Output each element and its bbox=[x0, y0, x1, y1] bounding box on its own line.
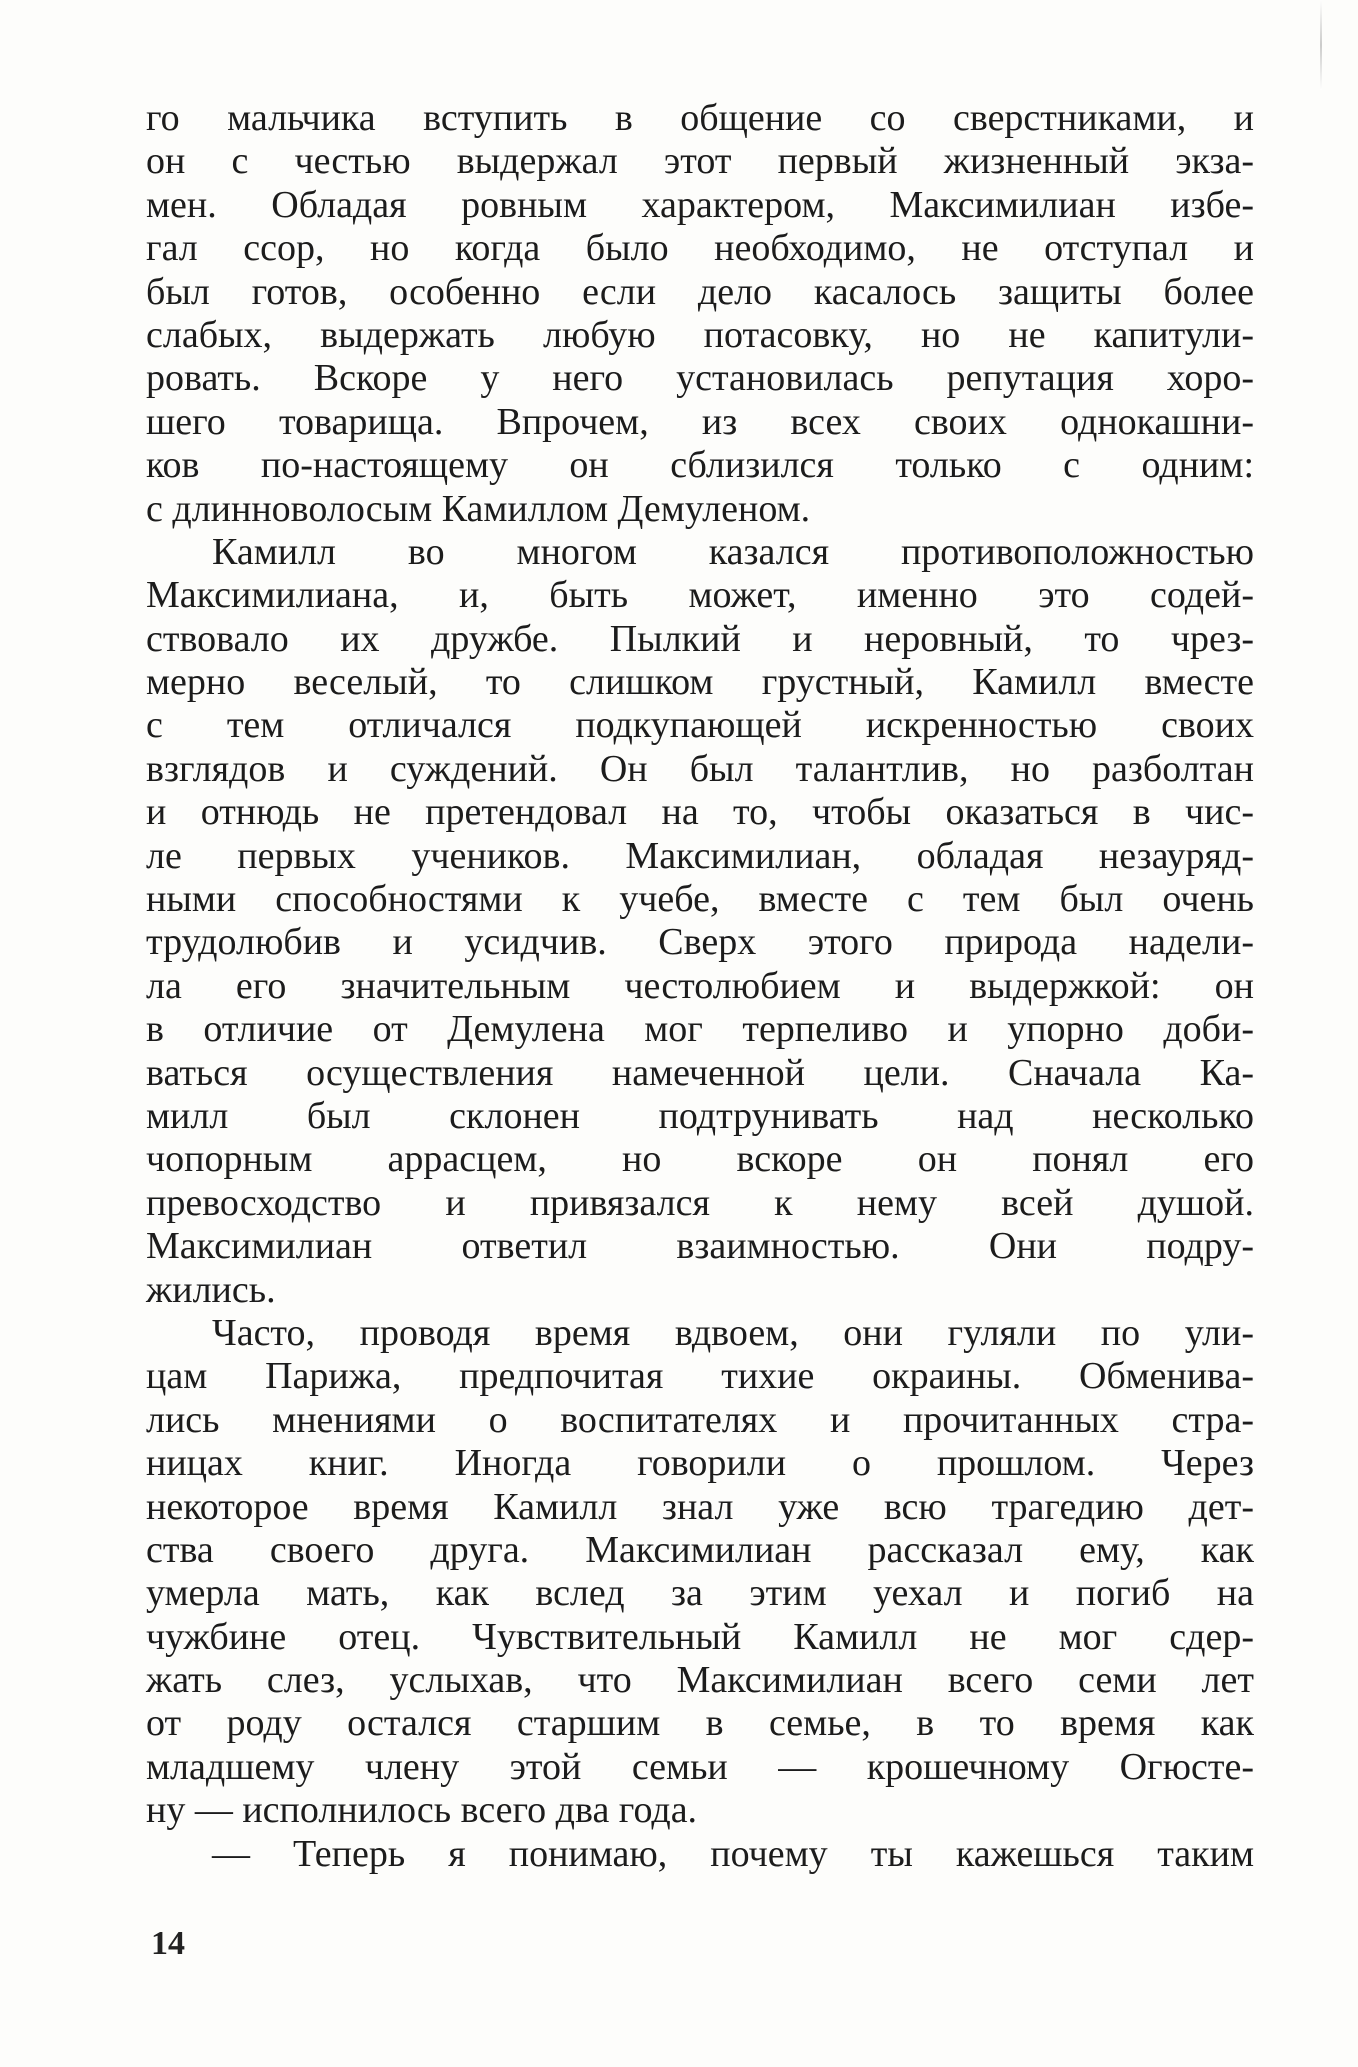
text-line: жать слез, услыхав, что Максимилиан всего семи лет bbox=[146, 1659, 1254, 1702]
page-body-text bbox=[146, 97, 1254, 1876]
text-line: го мальчика вступить в общение со сверстниками, и bbox=[146, 97, 1254, 139]
text-line: жились. bbox=[146, 1268, 276, 1311]
text-line: мен. Обладая ровным характером, Максимилиан избе- bbox=[146, 183, 1254, 226]
text-line: младшему члену этой семьи — крошечному Огюсте- bbox=[146, 1745, 1254, 1788]
text-line: был готов, особенно если дело касалось защиты более bbox=[146, 270, 1254, 313]
text-line: ну — исполнилось всего два года. bbox=[146, 1789, 698, 1832]
text-line: — Теперь я понимаю, почему ты кажешься таким bbox=[212, 1832, 1254, 1875]
text-line: ровать. Вскоре у него установилась репутация хоро- bbox=[146, 357, 1254, 400]
text-line: Максимилиана, и, быть может, именно это содей- bbox=[146, 574, 1254, 617]
text-line: шего товарища. Впрочем, из всех своих однокашни- bbox=[146, 400, 1254, 443]
page-number: 14 bbox=[151, 1925, 185, 1962]
text-line: ваться осуществления намеченной цели. Сначала Ка- bbox=[146, 1051, 1254, 1094]
text-line: некоторое время Камилл знал уже всю трагедию дет- bbox=[146, 1485, 1254, 1528]
text-line: умерла мать, как вслед за этим уехал и погиб на bbox=[146, 1572, 1254, 1615]
text-line: взглядов и суждений. Он был талантлив, но разболтан bbox=[146, 747, 1254, 790]
text-line: ле первых учеников. Максимилиан, обладая незауряд- bbox=[146, 834, 1254, 877]
text-line: в отличие от Демулена мог терпеливо и упорно доби- bbox=[146, 1008, 1254, 1051]
text-line: ков по-настоящему он сблизился только с одним: bbox=[146, 444, 1254, 487]
text-line: ства своего друга. Максимилиан рассказал ему, как bbox=[146, 1528, 1254, 1571]
text-line: ницах книг. Иногда говорили о прошлом. Через bbox=[146, 1442, 1254, 1485]
text-line: ла его значительным честолюбием и выдержкой: он bbox=[146, 964, 1254, 1007]
text-line: и отнюдь не претендовал на то, чтобы оказаться в чис- bbox=[146, 791, 1254, 834]
text-line: трудолюбив и усидчив. Сверх этого природа надели- bbox=[146, 921, 1254, 964]
text-line: Часто, проводя время вдвоем, они гуляли по ули- bbox=[212, 1311, 1254, 1354]
text-line: цам Парижа, предпочитая тихие окраины. Обменива- bbox=[146, 1355, 1254, 1398]
text-line: чужбине отец. Чувствительный Камилл не мог сдер- bbox=[146, 1615, 1254, 1658]
text-line: он с честью выдержал этот первый жизненный экза- bbox=[146, 140, 1254, 183]
text-line: ными способностями к учебе, вместе с тем был очень bbox=[146, 878, 1254, 921]
text-line: лись мнениями о воспитателях и прочитанных стра- bbox=[146, 1398, 1254, 1441]
text-line: Камилл во многом казался противоположностью bbox=[212, 530, 1254, 573]
text-line: гал ссор, но когда было необходимо, не отступал и bbox=[146, 227, 1254, 270]
text-line: превосходство и привязался к нему всей душой. bbox=[146, 1181, 1254, 1224]
text-line: чопорным аррасцем, но вскоре он понял его bbox=[146, 1138, 1254, 1181]
text-line: ствовало их дружбе. Пылкий и неровный, то чрез- bbox=[146, 617, 1254, 660]
text-line: слабых, выдержать любую потасовку, но не капитули- bbox=[146, 313, 1254, 356]
scan-artifact bbox=[1320, 0, 1322, 90]
text-line: с длинноволосым Камиллом Демуленом. bbox=[146, 487, 811, 530]
text-line: милл был склонен подтрунивать над несколько bbox=[146, 1094, 1254, 1137]
text-line: с тем отличался подкупающей искренностью своих bbox=[146, 704, 1254, 747]
text-line: мерно веселый, то слишком грустный, Камилл вместе bbox=[146, 661, 1254, 704]
text-line: от роду остался старшим в семье, в то время как bbox=[146, 1702, 1254, 1745]
text-line: Максимилиан ответил взаимностью. Они подру- bbox=[146, 1225, 1254, 1268]
